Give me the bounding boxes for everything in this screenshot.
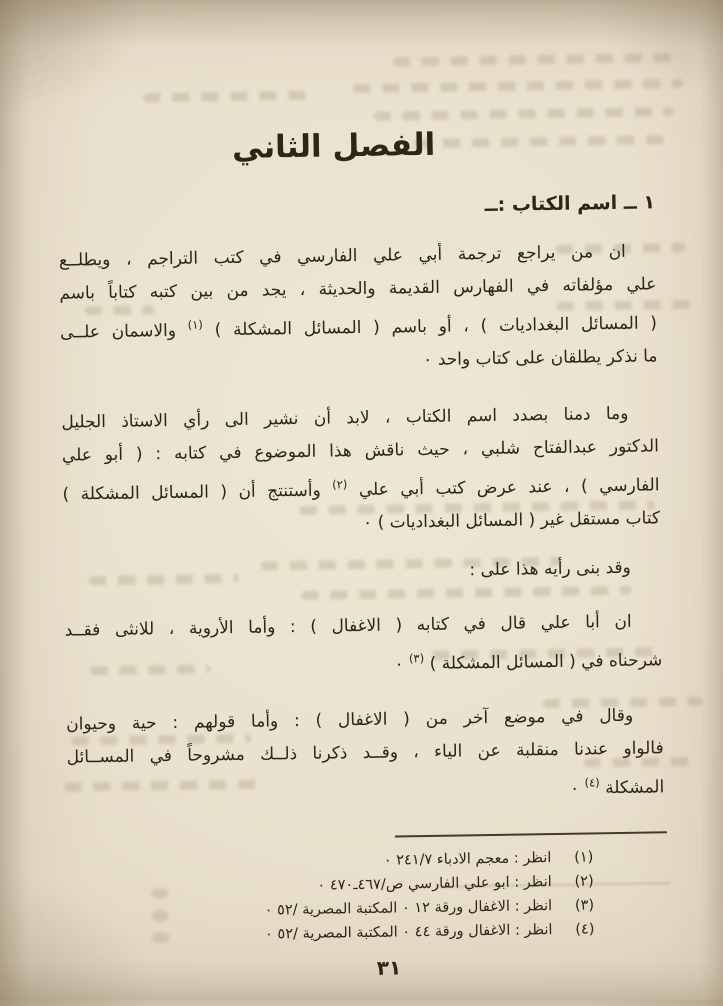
page-number: ٣١ [376,955,402,980]
text-line: ان أبا علي قال في كتابه ( الاغفال ) : وأما الأروية ، للانثى فقــد [64,611,632,641]
text-segment: شرحناه في ( المسائل المشكلة ) [429,650,663,674]
footnote-text: انظر : الاغفال ورقة ١٢ ٠ المكتبة المصرية /٥٢ ٠ [264,898,553,919]
text-segment: ( المسائل البغداديات ) ، أو باسم ( المسائل المشكلة ) [214,313,658,341]
footnote-number: (٤) [575,921,595,938]
text-segment: ٠ [569,778,580,799]
text-segment: والاسمان علــى [59,320,177,343]
footnote-number: (٢) [574,873,594,890]
text-line: ان من يراجع ترجمة أبي علي الفارسي في كتب التراجم ، ويطلــع [58,241,626,271]
footnote-marker-1: (١) [187,317,203,332]
section-heading: ١ ــ اسم الكتاب :ــ [484,191,656,217]
text-segment: المشكلة [605,777,665,799]
text-line: الدكتور عبدالفتاح شلبي ، حيث ناقش هذا الموضوع في كتابه : ( أبو علي [61,436,660,466]
chapter-title: الفصل الثاني [231,126,436,166]
text-line: فالواو عندنا منقلبة عن الياء ، وقــد ذكرنا ذلــك مشروحاً في المســائل [66,738,664,768]
paragraph-4 [64,605,662,686]
footnote-marker-2: (٢) [332,477,348,492]
footnote-number: (٣) [574,897,595,914]
footnote-marker-3: (٣) [408,651,425,666]
footnote-marker-4: (٤) [584,775,600,790]
footnote-text: انظر : معجم الادباء ٢٤١/٧ ٠ [383,850,552,869]
paragraph-1 [59,235,658,382]
text-segment: الفارسي ) ، عند عرض كتب أبي علي [358,475,660,501]
footnote-text: انظر : الاغفال ورقة ٤٤ ٠ المكتبة المصرية /٥٢ ٠ [264,922,553,943]
text-segment: وأستنتج أن ( المسائل المشكلة ) [62,480,321,505]
text-line: وقد بنى رأيه هذا على : [469,557,631,581]
footnote-separator-rule [395,831,667,837]
footnotes-section [68,845,594,949]
text-line: كتاب مستقل غير ( المسائل البغداديات ) ٠ [362,508,661,533]
paragraph-5 [66,699,665,813]
text-block [55,0,668,1005]
text-line: وقال في موضع آخر من ( الاغفال ) : وأما قولهم : حية وحيوان [66,705,634,735]
footnote-text: انظر : ابو علي الفارسي ص/٤٦٧ـ٤٧٠ ٠ [317,874,552,894]
paragraph-2 [61,397,660,544]
text-segment: ٠ [394,654,404,675]
text-line: وما دمنا بصدد اسم الكتاب ، لابد أن نشير الى رأي الاستاذ الجليل [61,403,629,433]
paragraph-3 [64,551,661,593]
text-line: علي مؤلفاته في الفهارس القديمة والحديثة ، يجد من بين كتبه كتاباً باسم [59,274,657,304]
footnote-number: (١) [574,849,594,866]
text-line: ما نذكر يطلقان على كتاب واحد ٠ [423,346,658,371]
